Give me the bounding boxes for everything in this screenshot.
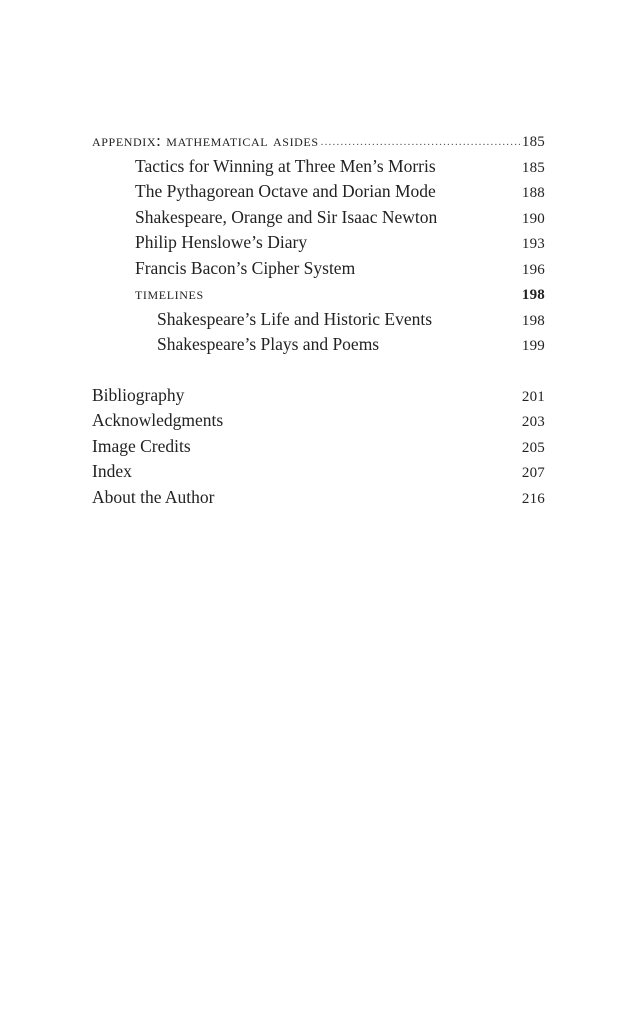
toc-entry[interactable]	[92, 256, 545, 282]
toc-entry-title: Acknowledgments	[92, 410, 224, 430]
toc-entry[interactable]	[92, 459, 545, 485]
toc-entry[interactable]	[92, 154, 545, 180]
toc-page-number: 207	[521, 465, 545, 481]
section-spacer	[92, 358, 545, 383]
toc-entry-title: Index	[92, 461, 132, 481]
toc-entry[interactable]	[92, 332, 545, 358]
toc-entry-title: About the Author	[92, 486, 215, 507]
toc-page-number: 193	[521, 236, 545, 252]
table-of-contents	[92, 128, 545, 510]
toc-entry[interactable]	[92, 230, 545, 256]
toc-heading-timelines: timelines	[135, 284, 204, 303]
toc-entry[interactable]	[92, 307, 545, 333]
toc-page-number: 185	[521, 159, 545, 176]
toc-entry-title: The Pythagorean Octave and Dorian Mode	[135, 181, 436, 201]
toc-entry-title: Image Credits	[92, 435, 191, 456]
toc-entry-title: Bibliography	[92, 384, 185, 405]
toc-entry[interactable]	[92, 383, 545, 409]
toc-entry-title: Tactics for Winning at Three Men’s Morris	[135, 155, 436, 176]
toc-entry[interactable]	[92, 485, 545, 511]
toc-page-number: 201	[521, 388, 545, 405]
toc-entry-title: Shakespeare’s Life and Historic Events	[157, 308, 433, 329]
dot-leader	[321, 130, 520, 156]
toc-entry-title: Shakespeare’s Plays and Poems	[157, 334, 380, 354]
toc-heading-appendix: appendix: mathematical asides	[92, 131, 319, 150]
toc-entry-title: Francis Bacon’s Cipher System	[135, 257, 356, 278]
toc-page-number: 185	[521, 134, 545, 150]
toc-page-number: 198	[521, 312, 545, 329]
toc-page-number: 190	[521, 210, 545, 227]
toc-page-number: 196	[521, 261, 545, 278]
toc-entry[interactable]	[92, 434, 545, 460]
toc-entry-appendix[interactable]	[92, 128, 545, 154]
toc-page-number: 188	[521, 185, 545, 201]
toc-entry[interactable]	[92, 205, 545, 231]
toc-page-number: 199	[521, 338, 545, 354]
toc-page-number: 205	[521, 439, 545, 456]
toc-entry-title: Philip Henslowe’s Diary	[135, 232, 308, 252]
toc-entry-title: Shakespeare, Orange and Sir Isaac Newton	[135, 206, 438, 227]
toc-entry-timelines[interactable]	[92, 281, 545, 307]
toc-entry[interactable]	[92, 408, 545, 434]
toc-page-number: 203	[521, 414, 545, 430]
toc-page-number: 216	[521, 490, 545, 507]
toc-entry[interactable]	[92, 179, 545, 205]
toc-page-number: 198	[521, 287, 545, 303]
